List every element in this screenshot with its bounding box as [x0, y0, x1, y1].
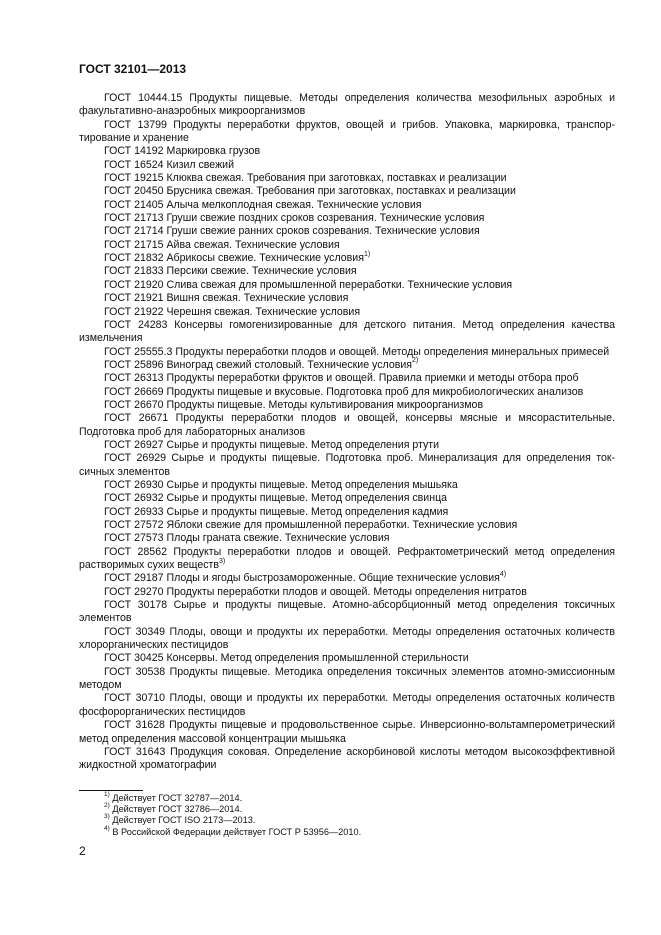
reference-text: ГОСТ 26671 Продукты переработки плодов и овощей, консервы мясные и мясорастительные. Подготовка проб для лабораторных анализов: [79, 412, 615, 438]
reference-text: ГОСТ 21920 Слива свежая для промышленной переработки. Технические условия: [104, 278, 513, 291]
page-header-title: ГОСТ 32101—2013: [79, 62, 187, 76]
reference-entry: [79, 172, 615, 185]
reference-entry: [79, 412, 615, 439]
reference-entry: [79, 532, 615, 545]
footnote-marker: 3): [219, 557, 226, 565]
footnotes: [104, 790, 362, 838]
footnote-mark: 4): [104, 824, 110, 832]
reference-text: ГОСТ 26932 Сырье и продукты пищевые. Метод определения свинца: [104, 492, 448, 505]
footnote-text: В Российской Федерации действует ГОСТ Р 53956—2010.: [112, 826, 362, 837]
reference-text: ГОСТ 19215 Клюква свежая. Требования при заготовках, поставках и реализации: [104, 172, 507, 185]
reference-entry: [79, 119, 615, 146]
reference-text: ГОСТ 29187 Плоды и ягоды быстрозамороженные. Общие технические условия: [104, 572, 500, 585]
reference-entry: [79, 439, 615, 452]
footnote-text: Действует ГОСТ 32786—2014.: [112, 804, 243, 815]
footnote-mark: 1): [104, 790, 110, 798]
reference-entry: [79, 666, 615, 693]
reference-entry: [79, 452, 615, 479]
reference-text: ГОСТ 30425 Консервы. Метод определения промышленной стерильности: [104, 652, 469, 665]
reference-entry: [79, 626, 615, 653]
footnote-text: Действует ГОСТ ISO 2173—2013.: [112, 815, 256, 826]
reference-text: ГОСТ 26927 Сырье и продукты пищевые. Метод определения ртути: [104, 438, 440, 451]
reference-entry: [79, 199, 615, 212]
footnote: [104, 804, 361, 815]
reference-entry: [79, 519, 615, 532]
reference-text: ГОСТ 26929 Сырье и продукты пищевые. Подготовка проб. Минерализация для определения токсичных элементов: [79, 452, 615, 478]
reference-text: ГОСТ 26313 Продукты переработки фруктов и овощей. Правила приемки и методы отбора проб: [104, 372, 579, 385]
reference-text: ГОСТ 21921 Вишня свежая. Технические условия: [104, 292, 349, 305]
reference-text: ГОСТ 21922 Черешня свежая. Технические условия: [104, 305, 361, 318]
reference-entry: [79, 506, 615, 519]
reference-text: ГОСТ 26933 Сырье и продукты пищевые. Метод определения кадмия: [104, 505, 449, 518]
footnote-marker: 2): [412, 357, 419, 365]
reference-entry: [79, 372, 615, 385]
reference-entry: [79, 359, 615, 372]
reference-text: ГОСТ 13799 Продукты переработки фруктов, овощей и грибов. Упаковка, маркировка, транспортирование и хранение: [79, 118, 615, 145]
reference-entry: [79, 239, 615, 252]
reference-entry: [79, 279, 615, 292]
reference-text: ГОСТ 26669 Продукты пищевые и вкусовые. Подготовка проб для микробиологических анализов: [104, 385, 584, 398]
reference-text: ГОСТ 25896 Виноград свежий столовый. Технические условия: [104, 358, 413, 371]
reference-entry: [79, 252, 615, 265]
footnote-marker: 1): [363, 250, 371, 258]
footnote-marker: 4): [499, 570, 507, 578]
reference-entry: [79, 306, 615, 319]
reference-text: ГОСТ 29270 Продукты переработки плодов и овощей. Методы определения нитратов: [104, 585, 527, 598]
footnote: [104, 824, 362, 838]
reference-entry: [79, 185, 615, 198]
reference-text: ГОСТ 26930 Сырье и продукты пищевые. Метод определения мышьяка: [104, 478, 458, 491]
reference-text: ГОСТ 25555.3 Продукты переработки плодов и овощей. Методы определения минеральных примесей: [104, 345, 610, 358]
reference-entry: [79, 479, 615, 492]
reference-text: ГОСТ 21713 Груши свежие поздних сроков созревания. Технические условия: [104, 212, 485, 225]
footnote-separator: [79, 790, 143, 791]
reference-entry: [79, 572, 615, 585]
reference-text: ГОСТ 30538 Продукты пищевые. Методика определения токсичных элементов атомно-эмиссионным методом: [79, 665, 615, 692]
reference-text: ГОСТ 31628 Продукты пищевые и продовольственное сырье. Инверсионно-вольтамперометрический метод определения массовой концентрации мышьяка: [79, 719, 615, 745]
reference-text: ГОСТ 30178 Сырье и продукты пищевые. Атомно-абсорбционный метод определения токсичных элементов: [79, 599, 615, 625]
reference-text: ГОСТ 10444.15 Продукты пищевые. Методы определения количества мезофильных аэробных и факультативно-анаэробных микроорганизмов: [79, 92, 615, 118]
reference-text: ГОСТ 31643 Продукция соковая. Определение аскорбиновой кислоты методом высокоэффективной жидкостной хроматографии: [79, 745, 615, 772]
reference-text: ГОСТ 27573 Плоды граната свежие. Технические условия: [104, 532, 390, 545]
reference-text: ГОСТ 24283 Консервы гомогенизированные для детского питания. Метод определения качества измельчения: [79, 318, 615, 345]
reference-entry: [79, 652, 615, 665]
reference-text: ГОСТ 21833 Персики свежие. Технические условия: [104, 265, 357, 278]
reference-text: ГОСТ 20450 Брусника свежая. Требования при заготовках, поставках и реализации: [104, 185, 516, 198]
normative-references-list: [79, 92, 615, 773]
reference-entry: [79, 719, 615, 746]
reference-entry: [79, 212, 615, 225]
reference-entry: [79, 746, 615, 773]
reference-entry: [79, 599, 615, 626]
reference-text: ГОСТ 21714 Груши свежие ранних сроков созревания. Технические условия: [104, 225, 480, 238]
footnote-text: Действует ГОСТ 32787—2014.: [112, 793, 243, 803]
reference-text: ГОСТ 16524 Кизил свежий: [104, 158, 234, 171]
reference-entry: [79, 692, 615, 719]
footnote-mark: 3): [104, 813, 110, 821]
reference-entry: [79, 319, 615, 346]
page-number: 2: [79, 844, 86, 858]
reference-entry: [79, 492, 615, 505]
reference-entry: [79, 145, 615, 158]
reference-text: ГОСТ 21715 Айва свежая. Технические условия: [104, 238, 340, 251]
reference-entry: [79, 225, 615, 238]
reference-entry: [79, 399, 615, 412]
reference-text: ГОСТ 27572 Яблоки свежие для промышленной переработки. Технические условия: [104, 519, 518, 531]
reference-entry: [79, 386, 615, 399]
footnote: [104, 790, 361, 804]
reference-text: ГОСТ 30349 Плоды, овощи и продукты их переработки. Методы определения остаточных количеств хлорорганических пестицидов: [79, 625, 615, 652]
reference-text: ГОСТ 21832 Абрикосы свежие. Технические условия: [104, 252, 364, 265]
reference-entry: [79, 546, 615, 573]
reference-text: ГОСТ 28562 Продукты переработки плодов и овощей. Рефрактометрический метод определения растворимых сухих веществ: [79, 545, 615, 572]
reference-entry: [79, 346, 615, 359]
footnote-mark: 2): [104, 802, 110, 810]
reference-text: ГОСТ 26670 Продукты пищевые. Методы культивирования микроорганизмов: [104, 398, 484, 411]
reference-entry: [79, 292, 615, 305]
reference-text: ГОСТ 14192 Маркировка грузов: [104, 145, 261, 158]
reference-entry: [79, 586, 615, 599]
reference-entry: [79, 265, 615, 278]
footnote: [104, 815, 361, 826]
reference-entry: [79, 92, 615, 119]
reference-entry: [79, 159, 615, 172]
reference-text: ГОСТ 30710 Плоды, овощи и продукты их переработки. Методы определения остаточных количеств фосфорорганических пестицидов: [79, 692, 615, 718]
reference-text: ГОСТ 21405 Алыча мелкоплодная свежая. Технические условия: [104, 198, 422, 211]
